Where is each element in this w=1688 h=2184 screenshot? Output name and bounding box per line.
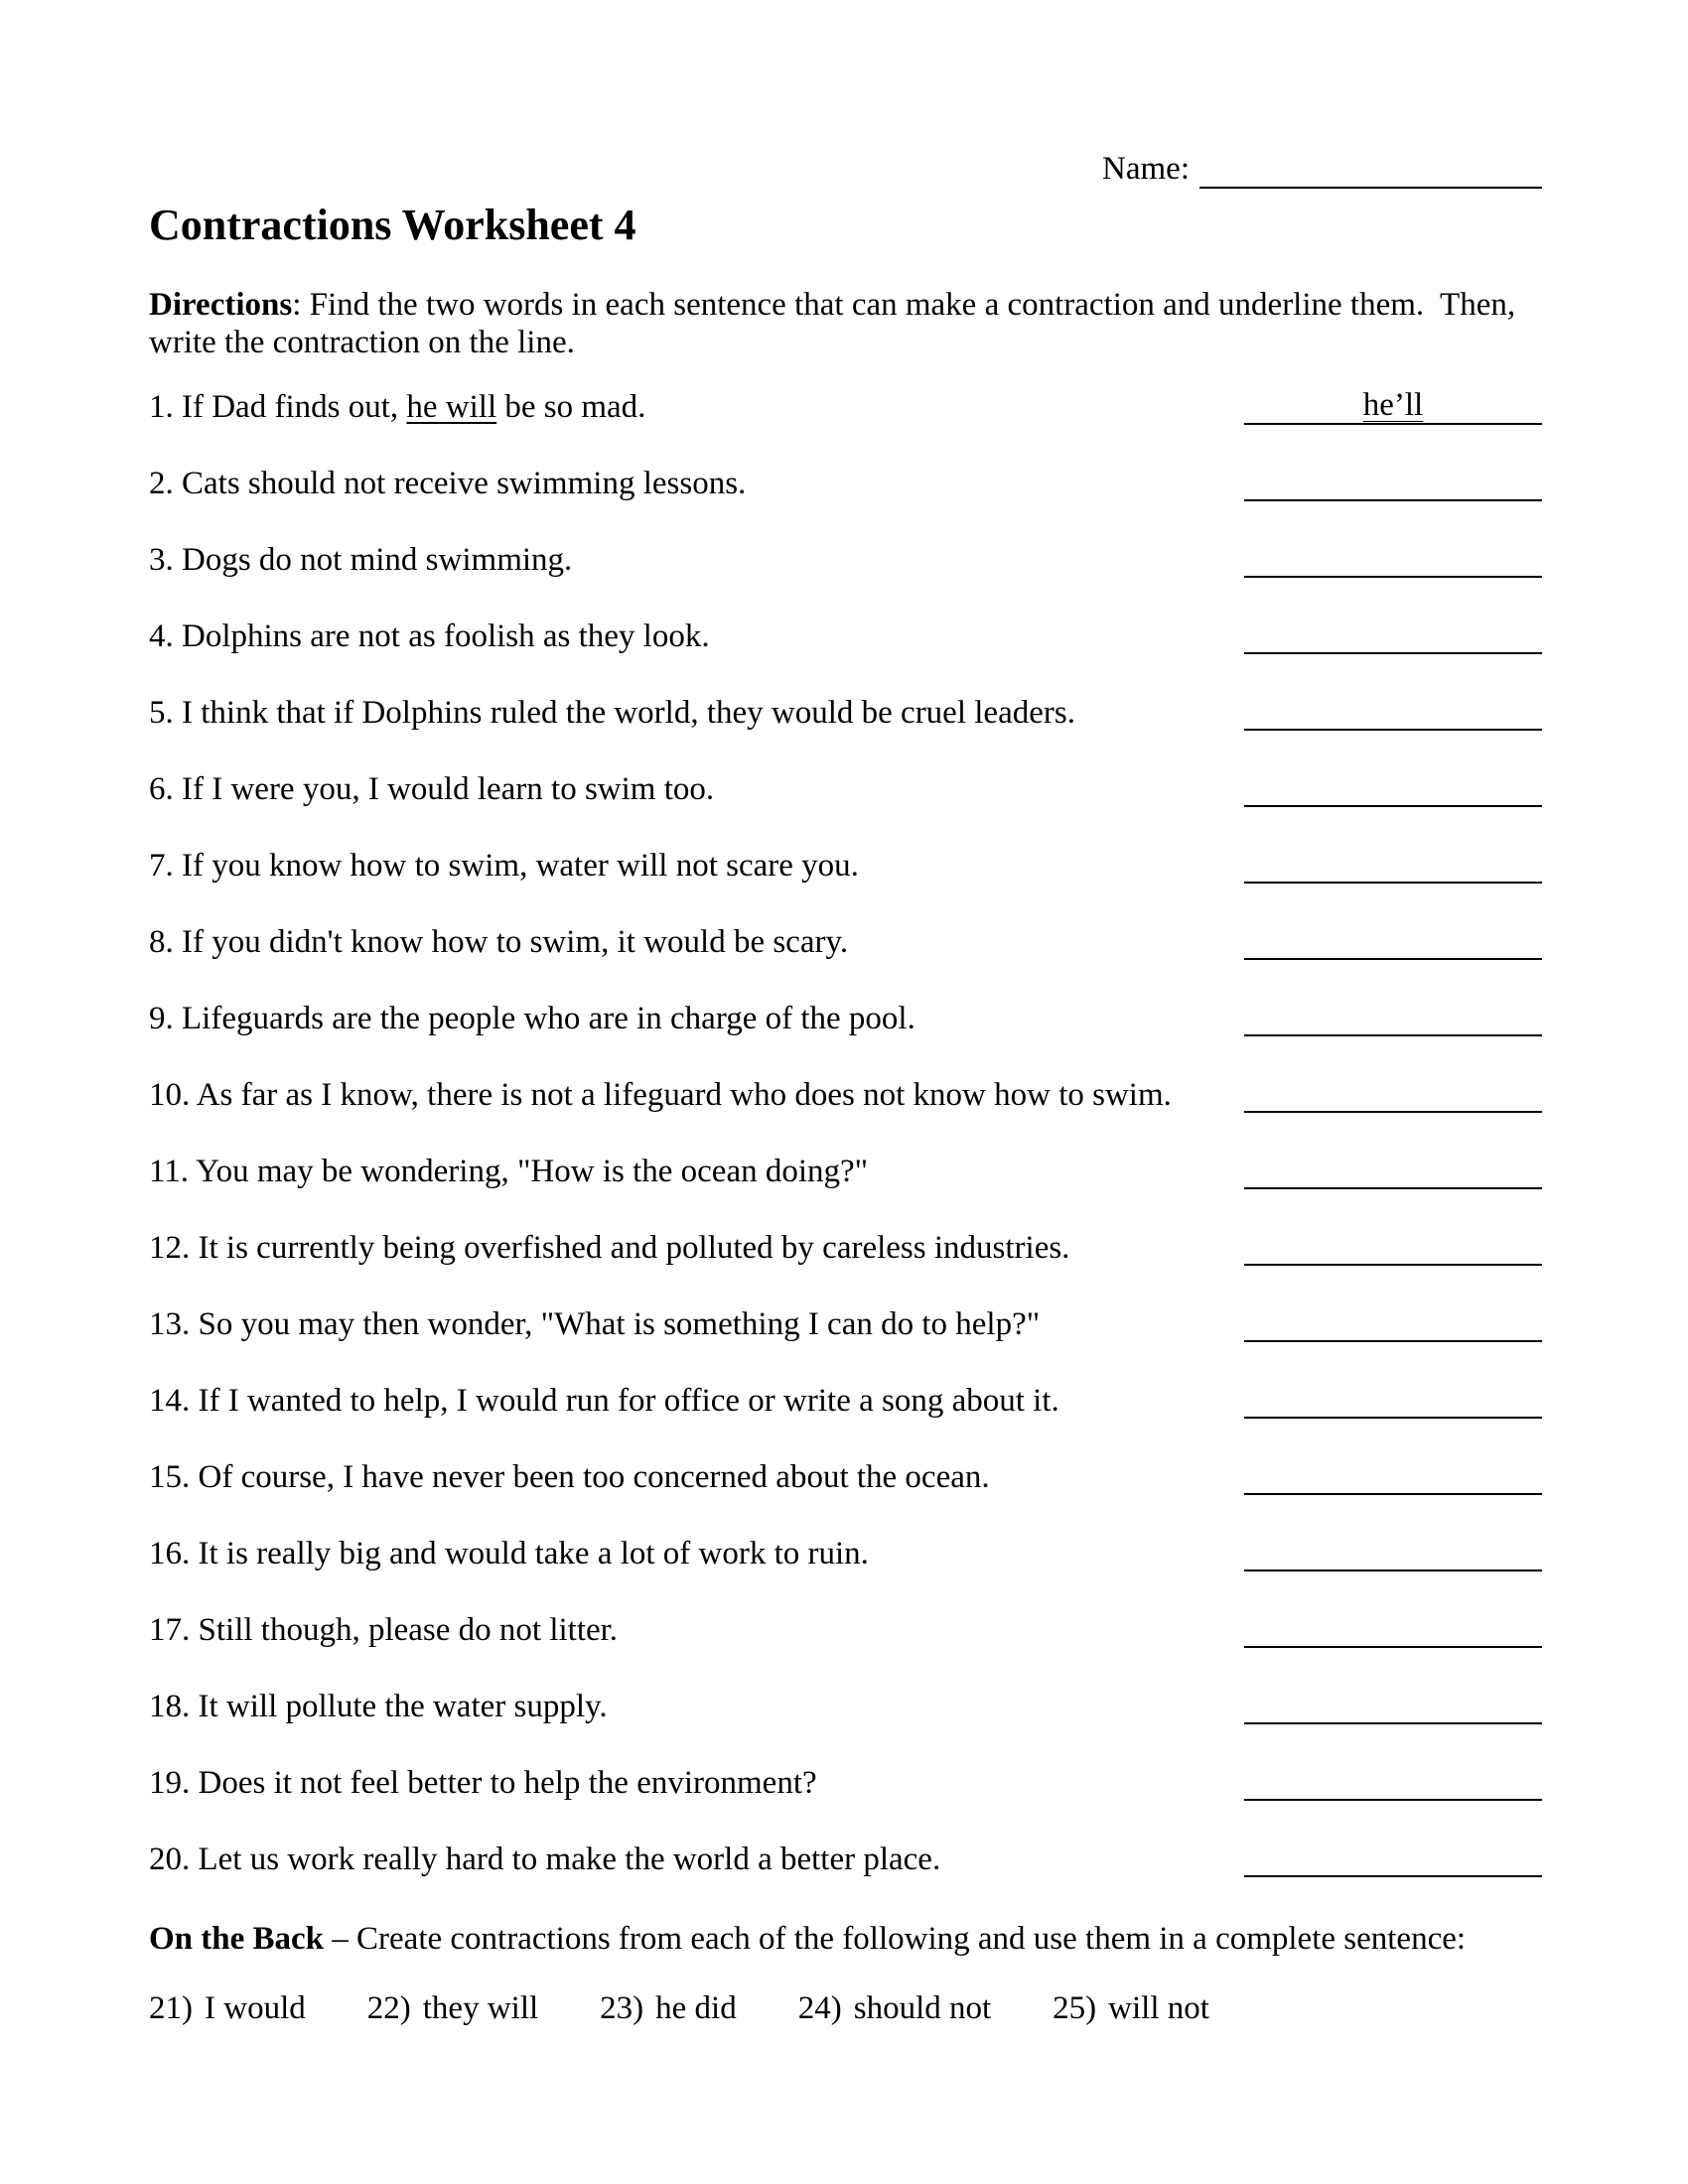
- back-item-number: 21): [149, 1990, 193, 2026]
- item-text: It is currently being overfished and polluted by careless industries.: [198, 1230, 1070, 1266]
- item-sentence: [149, 387, 645, 427]
- back-item-number: 24): [797, 1990, 842, 2026]
- directions-paragraph: [149, 286, 1542, 361]
- item-sentence: [149, 1840, 940, 1879]
- back-item: [367, 1988, 538, 2028]
- answer-blank-line[interactable]: [1244, 460, 1542, 501]
- item-number: 19.: [149, 1765, 199, 1801]
- answer-blank-line[interactable]: [1244, 1453, 1542, 1495]
- back-item: [149, 1988, 306, 2028]
- worksheet-item: [149, 769, 1542, 809]
- on-back-paragraph: [149, 1919, 1542, 1959]
- back-item-words: should not: [853, 1990, 992, 2026]
- item-sentence: [149, 1152, 868, 1191]
- worksheet-item: [149, 999, 1542, 1038]
- worksheet-item: [149, 1381, 1542, 1421]
- worksheet-item: [149, 464, 1542, 503]
- worksheet-item: [149, 1228, 1542, 1268]
- item-text: If you didn't know how to swim, it would be scary.: [182, 924, 849, 960]
- item-sentence: [149, 1304, 1040, 1344]
- item-text: If I were you, I would learn to swim too.: [182, 771, 715, 807]
- worksheet-item: [149, 540, 1542, 580]
- item-number: 3.: [149, 542, 182, 578]
- item-sentence: [149, 1228, 1069, 1268]
- item-number: 4.: [149, 618, 182, 654]
- answer-blank-line[interactable]: [1244, 383, 1542, 425]
- worksheet-item: [149, 616, 1542, 656]
- back-item-number: 25): [1053, 1990, 1097, 2026]
- item-number: 8.: [149, 924, 182, 960]
- page-title: Contractions Worksheet 4: [149, 201, 636, 249]
- worksheet-item: [149, 846, 1542, 886]
- item-number: 10.: [149, 1077, 197, 1113]
- item-sentence: [149, 769, 714, 809]
- item-sentence: [149, 922, 848, 962]
- name-label: Name:: [1102, 151, 1190, 187]
- item-text: Cats should not receive swimming lessons.: [182, 466, 747, 501]
- answer-text: he’ll: [1362, 387, 1424, 423]
- item-sentence: [149, 999, 915, 1038]
- answer-blank-line[interactable]: [1244, 1377, 1542, 1419]
- worksheet-item: [149, 1075, 1542, 1115]
- item-number: 1.: [149, 389, 182, 425]
- item-sentence: [149, 1687, 608, 1726]
- item-sentence: [149, 540, 572, 580]
- item-text: You may be wondering, "How is the ocean doing?": [196, 1154, 869, 1189]
- back-item-number: 22): [366, 1990, 411, 2026]
- answer-blank-line[interactable]: [1244, 765, 1542, 807]
- item-text: be so mad.: [496, 389, 646, 425]
- back-item-number: 23): [600, 1990, 644, 2026]
- item-sentence: [149, 1610, 618, 1650]
- item-number: 17.: [149, 1612, 199, 1648]
- worksheet-item: [149, 387, 1542, 427]
- answer-blank-line[interactable]: [1244, 918, 1542, 960]
- back-item-words: they will: [422, 1990, 539, 2026]
- on-back-text: – Create contractions from each of the following and use them in a complete sentence:: [324, 1921, 1467, 1957]
- item-text: So you may then wonder, "What is something I can do to help?": [198, 1306, 1041, 1342]
- item-sentence: [149, 1381, 1059, 1421]
- item-text: As far as I know, there is not a lifeguard who does not know how to swim.: [196, 1077, 1172, 1113]
- item-text: Lifeguards are the people who are in charge of the pool.: [182, 1001, 915, 1036]
- item-sentence: [149, 693, 1075, 733]
- item-number: 14.: [149, 1383, 199, 1419]
- answer-blank-line[interactable]: [1244, 1071, 1542, 1113]
- answer-blank-line[interactable]: [1244, 1530, 1542, 1571]
- item-sentence: [149, 464, 746, 503]
- item-text: If Dad finds out,: [182, 389, 407, 425]
- on-back-label: On the Back: [149, 1921, 325, 1957]
- back-item: [1053, 1988, 1209, 2028]
- worksheet-item: [149, 1304, 1542, 1344]
- item-text: It is really big and would take a lot of work to ruin.: [198, 1536, 869, 1571]
- answer-blank-line[interactable]: [1244, 1683, 1542, 1724]
- back-item-words: I would: [205, 1990, 306, 2026]
- back-item-words: will not: [1108, 1990, 1209, 2026]
- item-number: 7.: [149, 848, 182, 884]
- item-number: 5.: [149, 695, 182, 731]
- item-text: If you know how to swim, water will not scare you.: [182, 848, 859, 884]
- underlined-contraction-words: he will: [406, 389, 497, 425]
- worksheet-content: [149, 0, 1542, 2028]
- answer-blank-line[interactable]: [1244, 536, 1542, 578]
- worksheet-item: [149, 1534, 1542, 1573]
- item-text: I think that if Dolphins ruled the world, they would be cruel leaders.: [182, 695, 1075, 731]
- back-item-words: he did: [655, 1990, 737, 2026]
- item-number: 2.: [149, 466, 182, 501]
- worksheet-item: [149, 1457, 1542, 1497]
- directions-label: Directions: [149, 287, 293, 323]
- worksheet-item: [149, 1687, 1542, 1726]
- item-sentence: [149, 1457, 990, 1497]
- item-text: Does it not feel better to help the environment?: [198, 1765, 817, 1801]
- item-number: 15.: [149, 1459, 199, 1495]
- item-number: 20.: [149, 1842, 199, 1877]
- item-number: 13.: [149, 1306, 199, 1342]
- item-text: Dogs do not mind swimming.: [182, 542, 573, 578]
- back-items-row: [149, 1988, 1542, 2028]
- worksheet-items: [149, 387, 1542, 1879]
- worksheet-item: [149, 1152, 1542, 1191]
- item-text: Of course, I have never been too concerned about the ocean.: [198, 1459, 990, 1495]
- item-text: It will pollute the water supply.: [198, 1689, 608, 1724]
- answer-blank-line[interactable]: [1244, 1148, 1542, 1189]
- worksheet-item: [149, 1610, 1542, 1650]
- answer-blank-line[interactable]: [1244, 1224, 1542, 1266]
- item-text: If I wanted to help, I would run for office or write a song about it.: [198, 1383, 1059, 1419]
- item-number: 12.: [149, 1230, 199, 1266]
- item-number: 6.: [149, 771, 182, 807]
- directions-text: : Find the two words in each sentence that can make a contraction and underline them. Then, write the contraction on the line.: [149, 287, 1524, 360]
- item-sentence: [149, 846, 859, 886]
- item-number: 18.: [149, 1689, 199, 1724]
- item-text: Still though, please do not litter.: [198, 1612, 619, 1648]
- item-number: 9.: [149, 1001, 182, 1036]
- item-number: 11.: [149, 1154, 197, 1189]
- answer-blank-line[interactable]: [1244, 1759, 1542, 1801]
- item-sentence: [149, 1534, 869, 1573]
- item-text: Dolphins are not as foolish as they look.: [182, 618, 710, 654]
- name-row: [149, 149, 1542, 195]
- item-sentence: [149, 616, 710, 656]
- name-block: [1102, 149, 1542, 189]
- answer-blank-line[interactable]: [1244, 1300, 1542, 1342]
- answer-blank-line[interactable]: [1244, 1606, 1542, 1648]
- worksheet-item: [149, 1840, 1542, 1879]
- back-item: [798, 1988, 991, 2028]
- worksheet-item: [149, 922, 1542, 962]
- back-item: [600, 1988, 737, 2028]
- worksheet-item: [149, 1763, 1542, 1803]
- worksheet-item: [149, 693, 1542, 733]
- answer-blank-line[interactable]: [1244, 842, 1542, 884]
- answer-blank-line[interactable]: [1244, 689, 1542, 731]
- item-sentence: [149, 1075, 1172, 1115]
- item-number: 16.: [149, 1536, 199, 1571]
- item-text: Let us work really hard to make the world a better place.: [198, 1842, 941, 1877]
- answer-blank-line[interactable]: [1244, 995, 1542, 1036]
- name-blank-line[interactable]: [1199, 151, 1542, 189]
- item-sentence: [149, 1763, 817, 1803]
- answer-blank-line[interactable]: [1244, 1836, 1542, 1877]
- answer-blank-line[interactable]: [1244, 613, 1542, 654]
